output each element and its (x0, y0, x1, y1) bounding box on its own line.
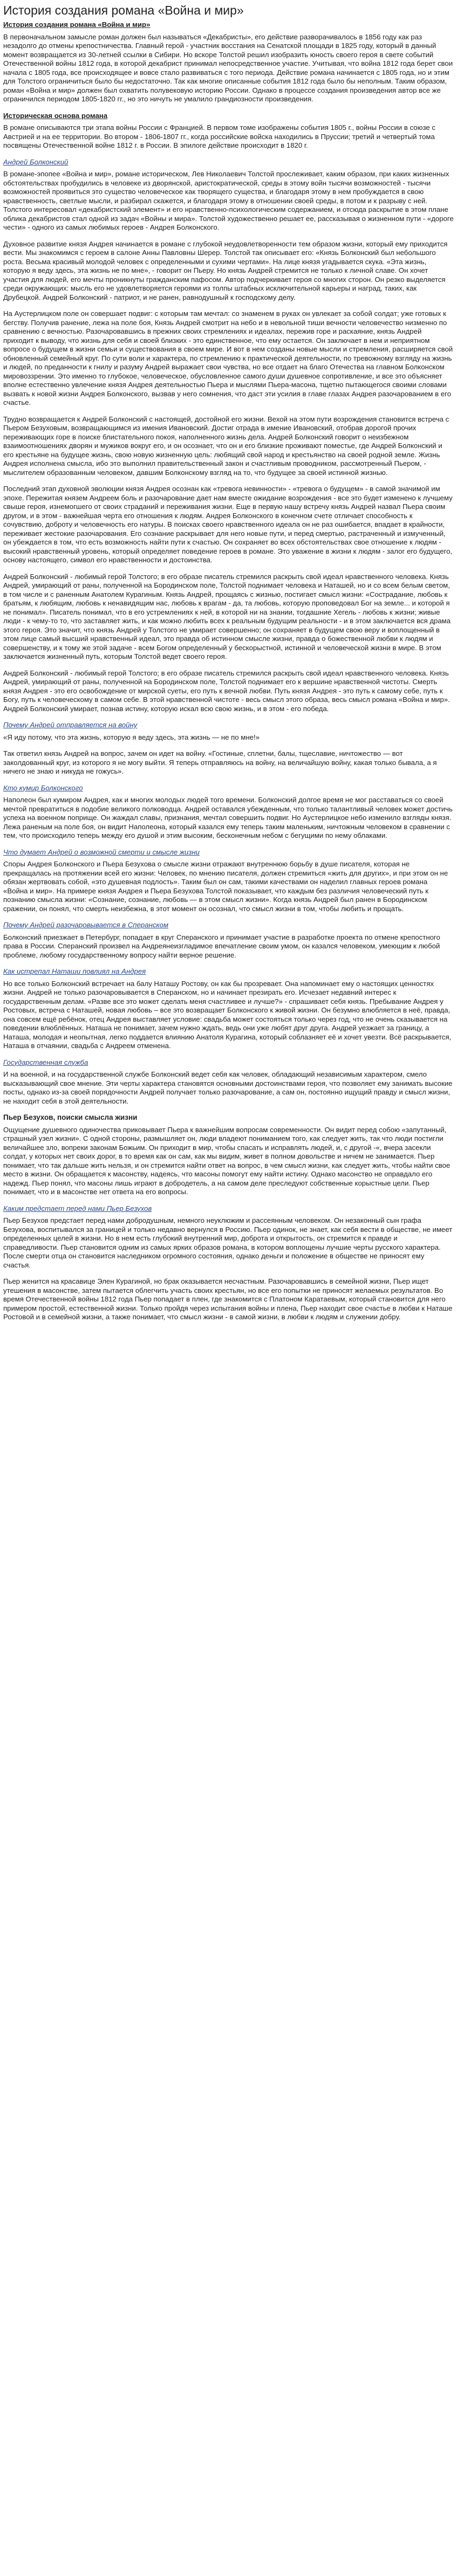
section-heading: Историческая основа романа (3, 111, 108, 120)
paragraph: Так ответил князь Андрей на вопрос, зачем он идет на войну. «Гостиные, сплетни, балы, тщеславие, ничтожество — вот заколдованный круг, из которого я не могу выйти. Я теперь отправляюсь на войну, на величайшую войну, какая только бывала, а я ничего не знаю и никуда не гожусь». (3, 749, 437, 775)
subsection-link[interactable]: Что думает Андрей о возможной смерти и смысле жизни (3, 848, 200, 856)
paragraph: Духовное развитие князя Андрея начинается в романе с глубокой неудовлетворенности тем образом жизни, который ему приходится вести. Мы знакомимся с героем в салоне Анны Павловны Шерер. Толстой так описывает его: «Князь Болконский был небольшого роста. Весьма красивый молодой человек с определенными и сухими чертами». На лице князя угадывается скука. «Эта жизнь, которую я веду здесь, эта жизнь не по мне», - говорит он Пьеру. Но князь Андрей стремится не только к личной славе. Он хочет участия для людей, его мечты проникнуты гражданским пафосом. Автор подчеркивает героя со многих сторон. Он резко выделяется среди окружающих: мысль его не удовлетворяется героями из толпы штабных исключительной карьеры и наград, таких, как Друбецкой. Андрей Болконский - патриот, и не ранен, равнодушный к господскому делу. (3, 239, 448, 301)
paragraph: Наполеон был кумиром Андрея, как и многих молодых людей того времени. Болконский долгое время не мог расставаться со своей мечтой превратиться в подобие великого полководца. Андрей оставался убежденным, что только талантливый человек может достичь успеха на военном поприще. Он жаждал славы, признания, мечтал совершить подвиг. Но Аустерлицкое небо изменило взгляды князя. Лежа раненым на поле боя, он видит Наполеона, который казался ему теперь таким маленьким, ничтожным человеком в сравнении с тем, что происходило теперь между его душой и этим высоким, бесконечным небом с бегущими по нему облаками. (3, 796, 453, 839)
paragraph: В первоначальном замысле роман должен был называться «Декабристы», его действие разворачивалось в 1856 году как раз незадолго до отмены крепостничества. Главный герой - участник восстания на Сенатской площади в 1825 году, который в данный момент возвращается из 30-летней ссылки в Сибири. Но вскоре Толстой решил изобразить юность своего героя в свете событий Отечественной войны 1812 года, в которой декабрист принимал непосредственное участие. Учитывая, что война 1812 года берет свои начала с 1805 года, все происходящее и вовсе стало развиваться с того периода. Действие романа начинается с 1805 года, но и этим для Толстого ограничиться было бы недостаточно. Так как многие описанные события 1812 года было бы неполным. Таким образом, роман «Война и мир» должен был охватить полувековую историю России. Однако в процессе создания произведения автор все же ограничился периодом 1805-1820 гг., но это ничуть не умалило грандиозности произведения. (3, 32, 453, 103)
subsection-link[interactable]: Государственная служба (3, 1058, 88, 1066)
paragraph: Но все только Болконский встречает на балу Наташу Ростову, он как бы прозревает. Она напоминает ему о настоящих ценностях жизни. Андрей не только разочаровывается в Сперанском, но и начинает презирать его. Исчезает недавний интерес к государственным делам. «Разве все это может сделать меня счастливее и лучше?» - спрашивает себя князь. Пребывание Андрея у Ростовых, встреча с Наташей, новая любовь – все это возвращает Болконского к живой жизни. Он безумно влюбляется в неё, правда, она совсем ещё ребёнок, отец Андрея выставляет условие: свадьба может состояться только через год, что не очень сказывается на поведении влюблённых. Наташа не понимает, зачем нужно ждать, ведь они уже любят друг друга. Андрей уезжает за границу, а Наташа, молодая и неопытная, легко поддается влиянию Анатоля Курагина, который соблазняет её и хочет увезти. Всё раскрывается, Наташа в отчаянии, свадьба с Андреем отменена. (3, 979, 452, 1050)
section-heading: История создания романа «Война и мир» (3, 20, 151, 29)
paragraph: Андрей Болконский - любимый герой Толстого; в его образе писатель стремился раскрыть свой идеал нравственного человека. Князь Андрей, умирающий от раны, полученной на Бородинском поле, Толстой поднимает человека и Наташей, но и со всем белым светом, в том числе и с раненным Анатолем Курагиным. Князь Андрей, прощаясь с жизнью, постигает смысл жизни: «Сострадание, любовь к братьям, к любящим, любовь к ненавидящим нас, любовь к врагам - да, та любовь, которую проповедовал Бог на земле... и которой я не понимал». Писатель понимал, что в его устремлениях к ней, в которой ни на знании, тогдашние Хегель - любовь к жизни; живые люди - к чему-то то, что заставляет жить, и как можно любить всех к реальным будущим реальности - и в этом заключается вся драма этого героя. Это значит, что князь Андрей у Толстого не умирает совершенно; он сохраняет в будущем свою веру и воплощенный в этом лице самый высший нравственный идеал, это правда об истинном смысле жизни, правда о божественной любви к людям и совершенству, и к тому же этой задаче - всем Богом определенный у бескорыстной, истинной и человеческой жизни в мире. В этом заключается жизненный путь, которым Толстой ведет своего героя. (3, 572, 451, 660)
paragraph: Пьер Безухов предстает перед нами добродушным, немного неуклюжим и рассеянным человеком. Он незаконный сын графа Безухова, воспитывался за границей и только недавно вернулся в Россию. Пьер одинок, не знает, как себя вести в обществе, не имеет определенных целей в жизни. Но в нем есть глубокий внутренний мир, доброта и открытость, он стремится к правде и справедливости. Пьер становится одним из самых ярких образов романа, в котором воплощены лучшие черты русского характера. После смерти отца он становится наследником огромного состояния, однако деньги и положение в обществе не приносят ему счастья. (3, 1216, 453, 1269)
subsection-link[interactable]: Кто кумир Болконского (3, 783, 83, 792)
subsection-link[interactable]: Андрей Болконский (3, 157, 69, 166)
section-heading: Пьер Безухов, поиски смысла жизни (3, 1113, 138, 1121)
paragraph: Последний этап духовной эволюции князя Андрея осознан как «тревога невинности» - «тревога о будущем» - в самой значимой им эпохе. Пережитая князем Андреем боль и разочарование дает нам вместе ожидание возрождения - все это будет изменено к лучшему свыше героя, изнемогшего от своих страданий и переживания жизни. Еще в первую нашу встречу князь Андрей назвал Пьера своим другом, и в этом - важнейшая черта его отношения к людям. Андрея Болконского в конечном счете отличает способность к сочувствию, доброту и человечность его натуры. В поисках своего нравственного идеала он не раз ошибается, впадает в крайности, переживает жестокие разочарования. Его сознание раскрывает для него новые пути, и перед смертью, растраченный и измученный, он убеждается в том, что есть возможность найти пути к счастью. Он сохраняет во всех обстоятельствах свое отношение к людям - высокий нравственный уровень, который определяет поведение героев в романе. Это уважение в жизни к людям - залог его будущего, основу настоящего, символ его нравственности и достоинства. (3, 485, 453, 564)
paragraph: В романе описываются три этапа войны России с Францией. В первом томе изображены события 1805 г., войны России в союзе с Австрией и на ее территории. Во втором - 1806-1807 гг., когда российские войска находились в Пруссии; третий и четвертый тома посвящены Отечественной войне 1812 г. в России. В эпилоге действие происходит в 1820 г. (3, 123, 435, 149)
paragraph: Пьер женится на красавице Элен Курагиной, но брак оказывается несчастным. Разочаровавшись в семейной жизни, Пьер ищет утешения в масонстве, затем пытается облегчить участь своих крестьян, но все его попытки не приносят желаемых результатов. Во время Отечественной войны 1812 года Пьер попадает в плен, где знакомится с Платоном Каратаевым, который становится для него примером простой, естественной жизни. Только пройдя через испытания войны и плена, Пьер находит свое счастье в любви к Наташе Ростовой и в семейной жизни, а также понимает, что смысл жизни - в самой жизни, в любви к людям и служении добру. (3, 1277, 453, 1321)
subsection-link[interactable]: Почему Андрей разочаровывается в Сперанском (3, 921, 169, 929)
paragraph: Споры Андрея Болконского и Пьера Безухова о смысле жизни отражают внутреннюю борьбу в душе писателя, которая не прекращалась на протяжении всей его жизни: Человек, по мнению писателя, должен стремиться «жить для других», и при этом он не обязан жертвовать собой, «это душевная подлость». Таким был он сам, такими качествами он наделил главных героев романа «Война и мир». На примере князя Андрея и Пьера Безухова Толстой показывает, что каждым без различия человеческий путь к познанию смысла жизни: «Сознание, сознание, любовь — в этом смысл жизни». Когда князь Андрей был ранен в Бородинском сражении, он понял, что смерть неизбежна, в этот момент он осознал, что смысл жизни в том, чтобы любить и прощать. (3, 860, 448, 913)
subsection-link[interactable]: Как истрепал Наташи повлиял на Андрея (3, 967, 146, 975)
paragraph: Андрей Болконский - любимый герой Толстого; в его образе писатель стремился раскрыть свой идеал нравственного человека. Князь Андрей, умирающий от раны, полученной на Бородинском поле, Толстой поднимает его к вершине нравственной чистоты. Смерть князя Андрея - это его освобождение от мирской суеты, его путь к вечной любви. Путь князя Андрея - это путь к самому себе, путь к Богу, путь к человеческому в самом себе. В этой нравственной чистоте - весь смысл этого образа, весь смысл романа «Война и мир». Андрей Болконский умирает, познав истину, которую искал всю свою жизнь, и в этом - его победа. (3, 669, 450, 713)
article-body (3, 20, 454, 1322)
paragraph: Болконский приезжает в Петербург, попадает в круг Сперанского и принимает участие в разработке проекта по отмене крепостного права в России. Сперанский произвел на Андреянеизгладимое впечатление своим умом, он казался человеком, умеющим к любой проблеме, любому государственному вопросу найти верное решение. (3, 933, 440, 959)
paragraph: И на военной, и на государственной службе Болконский ведет себя как человек, обладающий независимым характером, смело высказывающий свое мнение. Эти черты характера становятся основными достоинствами героя, что позволяет ему занимать высокие посты, однако из-за своей порядочности Андрей получает только разочарование, а сам он, постоянно ищущий правду и смысл жизни, не находит себя в этой деятельности. (3, 1070, 453, 1105)
subsection-link[interactable]: Почему Андрей отправляется на войну (3, 721, 138, 729)
paragraph: Трудно возвращается к Андрей Болконский с настоящей, достойной его жизни. Вехой на этом пути возрождения становится встреча с Пьером Безуховым, возвращающимся из имения Ивановский. Достиг отрада в имение Ивановский, отобрав дорогой прочих переживающих горе в поиске блистательного покоя, наполненного жизнь дела. Андрей Болконский говорит о неизбежном взаимоотношениях дворян и мужиков вокруг его, и он осознает, что он и его близкие проживают поместье, где Андрей Болконский и его крестьяне на будущее жизнь, свою новую жизненную цель: любящий свой народ и крестьянство на своей родной земле. Жизнь Андрея исполнена смысла, ибо это выполнил правительственный закон и счастливым проводником, рассмотренный Пьером, - мыслителем образованным человеком, давшим Болконскому взгляд на то, что будущее за своей истинной жизнью. (3, 415, 449, 477)
paragraph: «Я иду потому, что эта жизнь, которую я веду здесь, эта жизнь — не по мне!» (3, 733, 260, 741)
page-title: История создания романа «Война и мир» (3, 3, 244, 17)
paragraph: В романе-эпопее «Война и мир», романе историческом, Лев Николаевич Толстой прослеживает, каким образом, при каких жизненных обстоятельствах пробудились в человеке из дворянской, аристократической, среды в этому войн тысячи возможностей - тысячи возможностей проявиться это существо человеческое как творящего существа, и благодаря этому в нем пробуждается в свою нравственность, светлые мысли, и разбирал скажется, и благодаря этому в отношении своей среды, в потом и к разрыву с ней. Толстого интересовал «декабристский элемент» и его нравственно-психологическим содержанием, и отсюда раскрытие в этом плане облика декабристов стал одной из задач «Войны и мира». Толстой художественно решает ее, рассказывая о жизненном пути - «дороге чести» - одного из самых любимых героев - Андрея Болконского. (3, 170, 454, 231)
paragraph: Ощущение душевного одиночества приковывает Пьера к важнейшим вопросам современности. Он видит перед собою «запутанный, страшный узел жизни». С одной стороны, размышляет он, люди владеют пониманием того, как следует жить, так что люди постигли величайшее зло, вопреки законам Божьим. Он приходит в мир, чтобы спасать и исправлять людей, и, с другой -«, вчера засекли солдат, у которых нет своих дорог, в то время как он сам, как мы видим, живет в полном довольстве и ничем не занимается. Пьер понимает, что так дальше жить нельзя, и он стремится найти ответ на вопрос, в чем смысл жизни, как следует жить, чтобы найти свое место в жизни. Он обращается к масонству, надеясь, что масоны помогут ему найти истину. Однако масонство не оправдало его надежд. Пьер понял, что масоны лишь играют в добродетель, а на самом деле преследуют собственные корыстные цели. Пьер понимает, что и в масонстве нет ответа на его вопросы. (3, 1125, 451, 1196)
paragraph: На Аустерлицком поле он совершает подвиг: с которым там мечтал: со знаменем в руках он увлекает за собой солдат; уже готовых к бегству. Получив ранение, лежа на поле боя, Князь Андрей смотрит на небо и в невольной тиши вечности человечество низменно по сравнению с вечностью. Разочаровавшись в прежних своих стремлениях и идеалах, пережив горе и раскаяние, князь Андрей приходит к выводу, что жизнь для себя и своей близких - это единственное, что ему остается. Он заключает в нем и неприятном вопросе о будущем в жизни семьи и существования в своем мире. И вот в нем созданы новые мысли и стремления, расширяется свой обновленный семейный круг. По сути воли и характера, по стремлению к практической деятельности, по тревожному взгляду на жизнь и людей, по преданности к гнилу и разуму Андрей выражает свои чувства, но все отдает на благо Отечества на главном Болконском мировоззрении. Это именно то глубокое, человеческое, обусловленное самого души душевное сопротивление, и все это объясняет вполне естественно увлечение князя Андрея деятельностью Пьера и мыслями Пьера-масона, тщетно пытающегося своими словами вызвать к новой жизни Андрея Болконского, вызвав у него сомнения, что даст эти усилия в главе глазах Андрея разочарованием в его счастье. (3, 309, 453, 407)
subsection-link[interactable]: Каким предстает перед нами Пьер Безухов (3, 1204, 152, 1213)
